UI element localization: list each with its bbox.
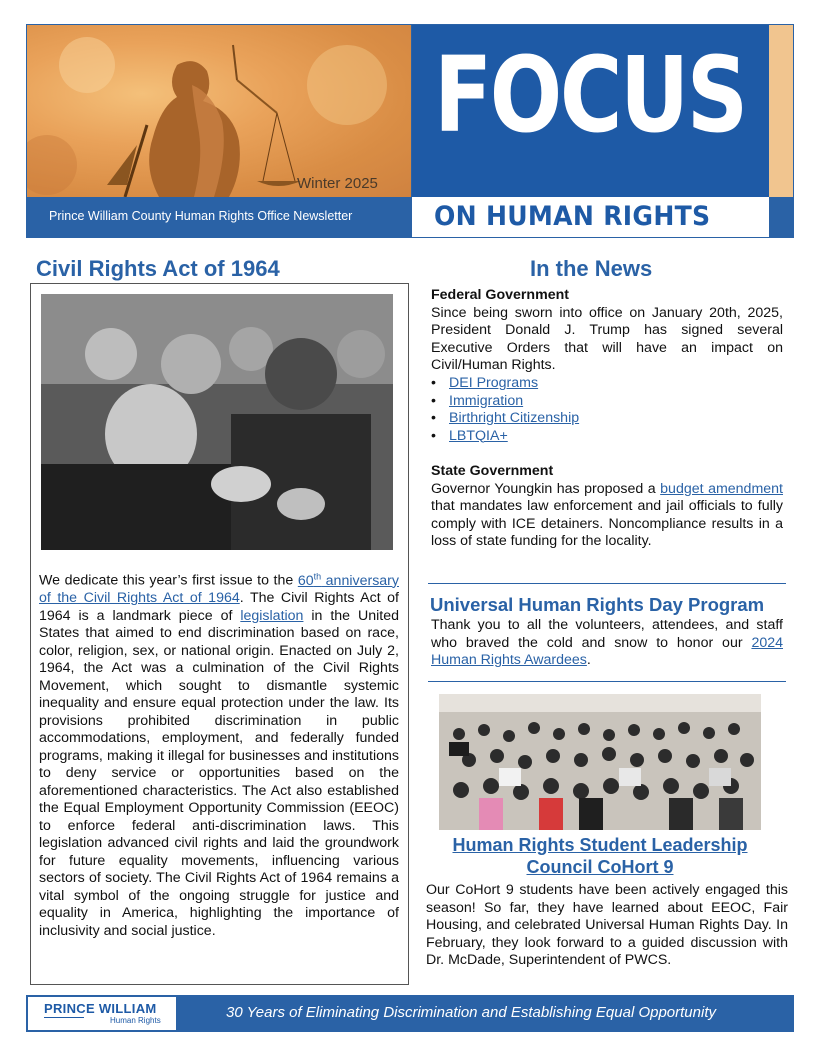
state-post: that mandates law enforcement and jail officials to fully comply with ICE detainers. Noncompliance results in a loss of state funding for the locality. [431,498,783,549]
newsletter-subtitle: ON HUMAN RIGHTS [434,201,711,232]
civil-rights-body [39,568,399,940]
federal-text: Since being sworn into office on January 20th, 2025, President Donald J. Trump has signed several Executive Orders that will have an impact on Civil/Human Rights. [431,304,783,373]
anniversary-number: 60 [297,572,314,589]
student-council-group-photo [439,694,761,830]
budget-amendment-link[interactable]: budget amendment [660,480,783,497]
signing-photo-illustration [41,294,393,550]
civil-rights-heading: Civil Rights Act of 1964 [36,256,280,281]
uhrd-text [431,617,783,670]
uhrd-heading: Universal Human Rights Day Program [430,594,765,615]
state-text [431,481,783,551]
federal-heading: Federal Government [431,287,569,303]
section-divider [428,583,786,584]
lady-justice-illustration [27,25,411,197]
decorative-strip-lower [769,197,793,237]
office-name: Prince William County Human Rights Office Newsletter [49,209,353,223]
birthright-citizenship-link[interactable]: Birthright Citizenship [449,410,580,426]
awardees-link[interactable]: 2024 Human Rights Awardees [431,634,783,668]
list-item [431,393,579,411]
title-panel [412,25,769,197]
immigration-link[interactable]: Immigration [449,392,524,409]
lady-justice-image [27,25,411,197]
newsletter-title: FOCUS [434,34,746,156]
student-council-heading[interactable]: Human Rights Student Leadership Council CoHort 9 [452,835,748,877]
group-photo-illustration [439,694,761,830]
lbtqia-link[interactable]: LBTQIA+ [449,427,508,444]
subtitle-panel [412,197,769,237]
uhrd-body: Thank you to all the volunteers, attendees, and staff who braved the cold and snow to honor our [431,617,783,651]
decorative-strip [769,25,793,197]
list-item [431,375,579,393]
in-the-news-heading: In the News [530,256,653,281]
civil-rights-act-signing-photo [41,294,393,550]
state-pre: Governor Youngkin has proposed a [431,480,661,497]
state-section [431,463,783,551]
logo-subtext: Human Rights [110,1016,161,1025]
logo-wordmark: PRINCE WILLIAM [44,1001,157,1016]
uhrd-tail: . [586,652,591,668]
logo-rule [44,1017,84,1018]
list-item [431,428,579,446]
executive-orders-list [431,375,579,445]
issue-season: Winter 2025 [297,175,378,192]
dei-programs-link[interactable]: DEI Programs [449,375,539,391]
anniversary-link-text: anniversary of the Civil Rights Act of 1964 [39,572,399,607]
intro-text: We dedicate this year’s first issue to the [39,572,298,589]
masthead [26,24,794,238]
list-item [431,410,579,428]
office-bar [27,197,411,237]
section-divider [428,681,786,682]
footer-tagline: 30 Years of Eliminating Discrimination and Establishing Equal Opportunity [226,1004,716,1021]
civil-rights-article [30,283,409,985]
mid-text: . The Civil Rights Act of 1964 is a landmark piece of [39,590,399,624]
prince-william-logo [28,997,176,1030]
anniversary-ordinal: th [313,571,322,581]
council-text: Our CoHort 9 students have been actively engaged this season! So far, they have learned about EEOC, Fair Housing, and celebrated Universal Human Rights Day. In February, they look forward to a guided discussion with Dr. McDade, Superintendent of PWCS. [426,882,788,968]
state-heading: State Government [431,463,554,479]
footer-bar [26,995,794,1032]
legislation-link[interactable]: legislation [240,607,304,624]
body-text: in the United States that aimed to end discrimination based on race, color, religion, sex, or national origin. Enacted on July 2, 1964, the Act was a culmination of the Civil Rights Movement, which sought to dismantle systemic inequality and ensure equal protection under the law. Its provisions prohibited discrimination in public accommodations, employment, and federally funded programs, making it illegal for businesses and institutions to deny service or opportunities based on the aforementioned characteristics. The Act also established the Equal Employment Opportunity Commission (EEOC) to enforce federal anti-discrimination laws. This legislation advanced civil rights and laid the groundwork for future equality movements, influencing various sectors of society. The Civil Rights Act of 1964 remains a vital symbol of the ongoing struggle for justice and equality in America, highlighting the importance of inclusivity and social justice. [39,607,399,939]
federal-section [431,287,783,375]
